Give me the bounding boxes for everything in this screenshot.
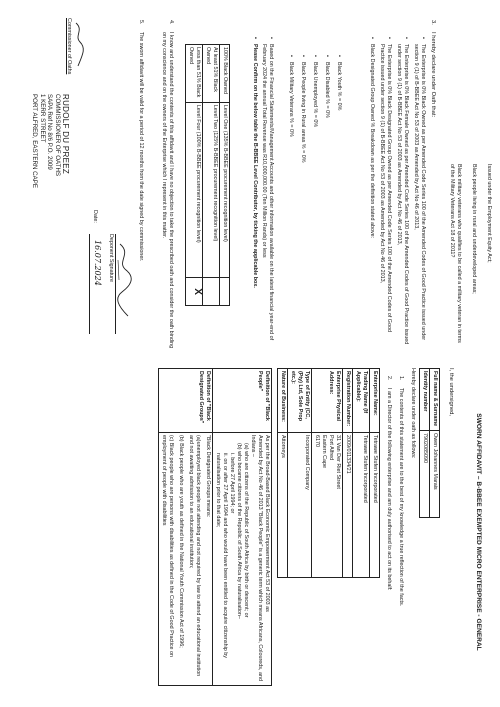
affidavit-title: SWORN AFFIDAVIT – B-BBEE EXEMPTED MICRO ENTERPRISE - GENERAL — [475, 413, 482, 651]
table-row: At least 51% Black Owned Level Two (125% B-BBEE procurement recognition level) — [203, 45, 220, 306]
oath-bullets — [368, 32, 426, 350]
table-row: Trading Name (If Applicable): Tetrawe Stufen Incorporated — [353, 369, 370, 578]
definitions-table — [158, 368, 272, 686]
table-row: Identity number 7902085090 — [420, 369, 430, 518]
commissioner-label: Commissioner of Oaths — [66, 18, 72, 75]
item-5-text: The sworn affidavit will be valid for a period of 12 months from the date signed by commissioner. — [138, 32, 144, 262]
table-row: Definition of "Black People" As per the Broad-Based Black Economic Empowerment Act 53 of 2003 as Amended by Act No 46 of 2013 "Black People" is a generic term which means Africans, Coloureds, and Indians – (a) who are citizens of the Republic of South Africa by birth or descent; or (b) who became citizens of the Republic of South Africa by naturalisation– i. before 27 April 1994; or ii. on or after 27 April 1994 and who would have been entitled to acquire citizenship by naturalisation prior to that date; — [213, 369, 272, 686]
table-row: Enterprise Physical Address: 31 Van Der Riet Street Port Alfred Eastern Cape 6170 — [312, 369, 343, 578]
date-label: Date: — [92, 210, 98, 223]
oath-bullet: • The Enterprise is 0% Black Owned as per Amended Code Series 100 of the Amended Codes of Good Practice issued under section 9 (1) of B-BBEE Act No 53 of 2003 as Amended by Act No 46 of 2013, — [413, 37, 426, 341]
item-1: 1. The contents of this statement are to the best of my knowledge a true reflection of the facts. — [398, 376, 404, 607]
item-4-text: I know and understand the contents of this affidavit and I have no objection to take the prescribed oath and consider the oath binding on my conscience and on the owners of the Enterprise which I represent in this matter. — [161, 32, 174, 349]
intro-text: I, the undersigned, — [448, 368, 454, 417]
table-row: Registration Number: 2009/011334/21 — [343, 369, 353, 578]
item-5: 5. The sworn affidavit will be valid for a period of 12 months from the date signed by commissioner. — [138, 20, 144, 262]
enterprise-table — [277, 368, 380, 578]
based-bullet: • Please Confirm on the below table the B-BBEE Level Contributor, by ticking the applicable box. — [252, 37, 258, 288]
top-line: Black people living in rural and underdeveloped areas; — [471, 164, 477, 294]
level-table — [185, 44, 230, 306]
item-4: 4. I know and understand the contents of this affidavit and I have no objection to take the prescribed oath and consider the oath binding on my conscience and on the owners of the Enterprise which I represent in this matter. — [161, 20, 174, 349]
table-row: Full name & Surname Owen Johannes Marais — [430, 369, 440, 518]
based-bullet: • Based on the Financial Statements/Management Accounts and other information available on the latest financial year-end of February 2024 the annual Total Revenue was R10,000,000.00 (Ten Million Rands) or less — [261, 37, 274, 341]
commissioner-signature-mark — [72, 20, 86, 70]
oath-bullet: • The Enterprise is 0% Black Designated Group Owned as per Amended Code Series 100 of the Amended Codes of Good Practice issued under section 9 (1) of B-BBEE Act No 53 of 2003 as Amended by Act No 46 of 2013, — [379, 37, 392, 332]
breakdown-item: • Black Military Veterans % = 0% — [288, 55, 294, 137]
table-row: Definition of "Black Designated Groups" "Black Designated Groups means: (a)unemployed black people not attending and not required by law to attend an educational institution and not awaiting admission to an educational institution; (b) Black people who are youth as defined in the National Youth Commission Act of 1996; (c) Black people who are persons with disabilities as defined in the Code of Good Practice on employment of people with disabilities — [159, 369, 213, 686]
oath-bullet: • The Enterprise is 0% Black Female Owned as per Amended Code Series 100 of the Amended Codes of Good Practice issued under section 9 (1) of B-BBEE Act No 53 of 2003 as Amended by Act No 46 of 2013, — [396, 37, 409, 345]
breakdown-item: • Black Disabled % = 0% — [324, 55, 330, 118]
deponent-signature-label: Deponent Signature — [108, 234, 114, 282]
breakdown-item: • Black People living in Rural areas % = 0% — [300, 55, 306, 163]
declare-text: Hereby declare under oath as follows: — [410, 368, 416, 459]
table-row: Enterprise Name: Tetrawe Stufen Incorporated — [370, 369, 380, 578]
item-3: 3. I hereby declare under Oath that: — [430, 20, 436, 118]
table-row: Nature of Business: Attorneys — [278, 369, 288, 578]
based-bullets — [251, 32, 274, 350]
deponent-signature-mark — [114, 240, 134, 320]
tick-box[interactable]: X — [186, 278, 203, 306]
oath-bullet: • Black Designated Group Owned % Breakdown as per the definition stated above: — [369, 37, 375, 239]
breakdown-list — [287, 50, 342, 250]
table-row: Type of Entity (CC, (Pty) Ltd, Sole Prop etc.): Incorporated Company — [288, 369, 312, 578]
tick-box[interactable] — [203, 278, 220, 306]
top-line: Black military veterans who qualifies to be called a military veteran in terms of the Military Veterans Act 18 of 2011? — [449, 164, 462, 343]
breakdown-item: • Black Unemployed % = 0% — [312, 55, 318, 128]
date-value: 16.07.2024 — [93, 240, 102, 286]
commissioner-stamp: RUDOLF DU PREEZ COMMISSIONER OF OATHS SAPA Ref No 8/6 P.O. 2009 1 KERR STREET PORT ALFRED, EASTERN CAPE — [31, 94, 70, 188]
identity-table — [419, 368, 440, 518]
top-line: Issued under the Employment Equity Act; — [486, 164, 492, 263]
table-row: 100% Black Owned Level One (135% B-BBEE procurement recognition level) — [220, 45, 230, 306]
breakdown-item: • Black Youth % = 0% — [336, 55, 342, 111]
tick-box[interactable] — [220, 278, 230, 306]
top-list — [448, 164, 492, 344]
item-2: 2. I am a Director of the following enterprise and am duly authorised to act on its behalf: — [386, 376, 392, 591]
item-3-text: I hereby declare under Oath that: — [430, 32, 436, 118]
table-row: Less than 51% Black Owned Level Four (100% B-BBEE procurement recognition level) X — [186, 45, 203, 306]
